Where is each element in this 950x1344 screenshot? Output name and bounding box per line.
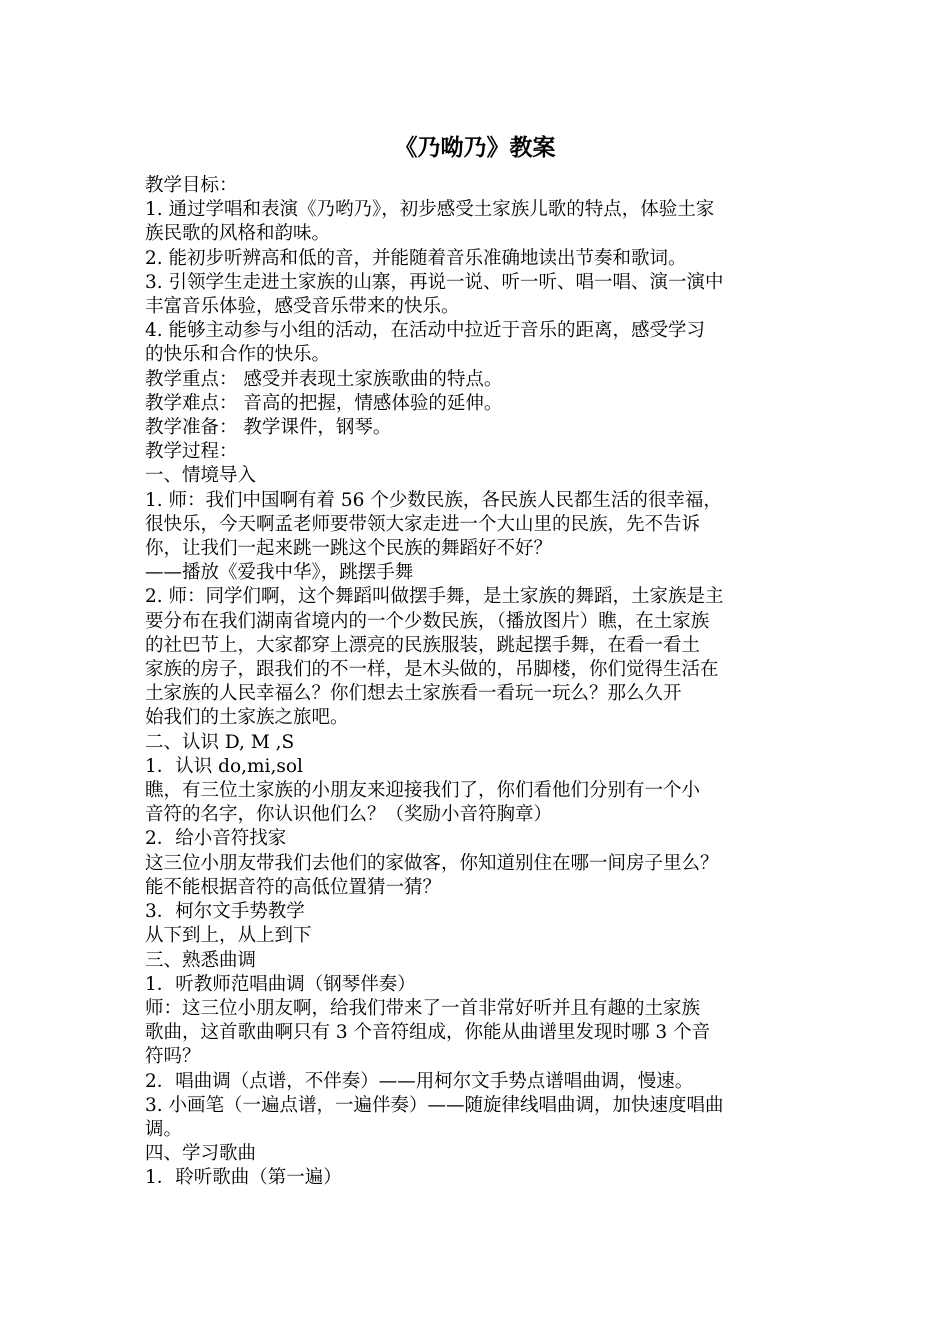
- text-line: ——播放《爱我中华》，跳摆手舞: [145, 562, 414, 584]
- text-line: 1．认识 do,mi,sol: [145, 755, 303, 777]
- text-line: 很快乐，今天啊孟老师要带领大家走进一个大山里的民族，先不告诉: [145, 513, 701, 535]
- text-line: 四、学习歌曲: [145, 1143, 257, 1165]
- text-line: 音符的名字，你认识他们么？（奖励小音符胸章）: [145, 804, 553, 826]
- text-line: 教学准备： 教学课件，钢琴。: [145, 417, 392, 439]
- text-line: 土家族的人民幸福么？你们想去土家族看一看玩一玩么？那么久开: [145, 683, 682, 705]
- text-line: 1. 师：我们中国啊有着 56 个少数民族，各民族人民都生活的很幸福，: [145, 489, 722, 511]
- text-line: 教学重点： 感受并表现土家族歌曲的特点。: [145, 368, 503, 390]
- text-line: 1. 通过学唱和表演《乃哟乃》，初步感受土家族儿歌的特点，体验土家: [145, 199, 715, 221]
- text-line: 要分布在我们湖南省境内的一个少数民族，（播放图片）瞧，在土家族: [145, 610, 710, 632]
- text-line: 教学目标：: [145, 175, 238, 196]
- text-line: 2. 师：同学们啊，这个舞蹈叫做摆手舞，是土家族的舞蹈，土家族是主: [145, 586, 724, 608]
- text-line: 始我们的土家族之旅吧。: [145, 707, 349, 729]
- text-line: 族民歌的风格和韵味。: [145, 223, 331, 245]
- text-line: 调。: [145, 1118, 183, 1140]
- document-title: 《乃呦乃》教案: [394, 134, 556, 161]
- text-line: 二、认识 D, M ,S: [145, 731, 295, 753]
- text-line: 2. 能初步听辨高和低的音，并能随着音乐准确地读出节奏和歌词。: [145, 247, 687, 269]
- text-line: 3. 引领学生走进土家族的山寨，再说一说、听一听、唱一唱、演一演中: [145, 271, 724, 293]
- text-line: 师：这三位小朋友啊，给我们带来了一首非常好听并且有趣的土家族: [145, 997, 701, 1019]
- text-line: 你，让我们一起来跳一跳这个民族的舞蹈好不好？: [145, 538, 553, 560]
- text-line: 1．听教师范唱曲调（钢琴伴奏）: [145, 973, 416, 995]
- text-line: 教学过程：: [145, 441, 238, 463]
- text-line: 从下到上，从上到下: [145, 925, 312, 947]
- text-line: 能不能根据音符的高低位置猜一猜？: [145, 876, 442, 898]
- text-line: 的快乐和合作的快乐。: [145, 344, 331, 366]
- text-line: 瞧，有三位土家族的小朋友来迎接我们了，你们看他们分别有一个小: [145, 780, 701, 802]
- text-line: 一、情境导入: [145, 465, 257, 487]
- text-line: 2．给小音符找家: [145, 828, 287, 850]
- text-line: 2．唱曲调（点谱，不伴奏）——用柯尔文手势点谱唱曲调，慢速。: [145, 1070, 694, 1092]
- text-line: 3．柯尔文手势教学: [145, 901, 305, 923]
- text-line: 的社巴节上，大家都穿上漂亮的民族服装，跳起摆手舞，在看一看土: [145, 634, 701, 656]
- text-line: 符吗？: [145, 1046, 201, 1068]
- text-line: 这三位小朋友带我们去他们的家做客，你知道别住在哪一间房子里么？: [145, 852, 719, 874]
- text-line: 歌曲，这首歌曲啊只有 3 个音符组成，你能从曲谱里发现时哪 3 个音: [145, 1022, 711, 1044]
- text-line: 家族的房子，跟我们的不一样，是木头做的，吊脚楼，你们觉得生活在: [145, 659, 719, 681]
- text-line: 4. 能够主动参与小组的活动，在活动中拉近于音乐的距离，感受学习: [145, 320, 706, 342]
- document-body: [145, 174, 813, 1191]
- text-line: 1．聆听歌曲（第一遍）: [145, 1167, 342, 1189]
- text-line: 丰富音乐体验，感受音乐带来的快乐。: [145, 296, 460, 318]
- text-line: 三、熟悉曲调: [145, 949, 257, 971]
- text-line: 3. 小画笔（一遍点谱，一遍伴奏）——随旋律线唱曲调，加快速度唱曲: [145, 1094, 724, 1116]
- text-line: 教学难点： 音高的把握，情感体验的延伸。: [145, 392, 503, 414]
